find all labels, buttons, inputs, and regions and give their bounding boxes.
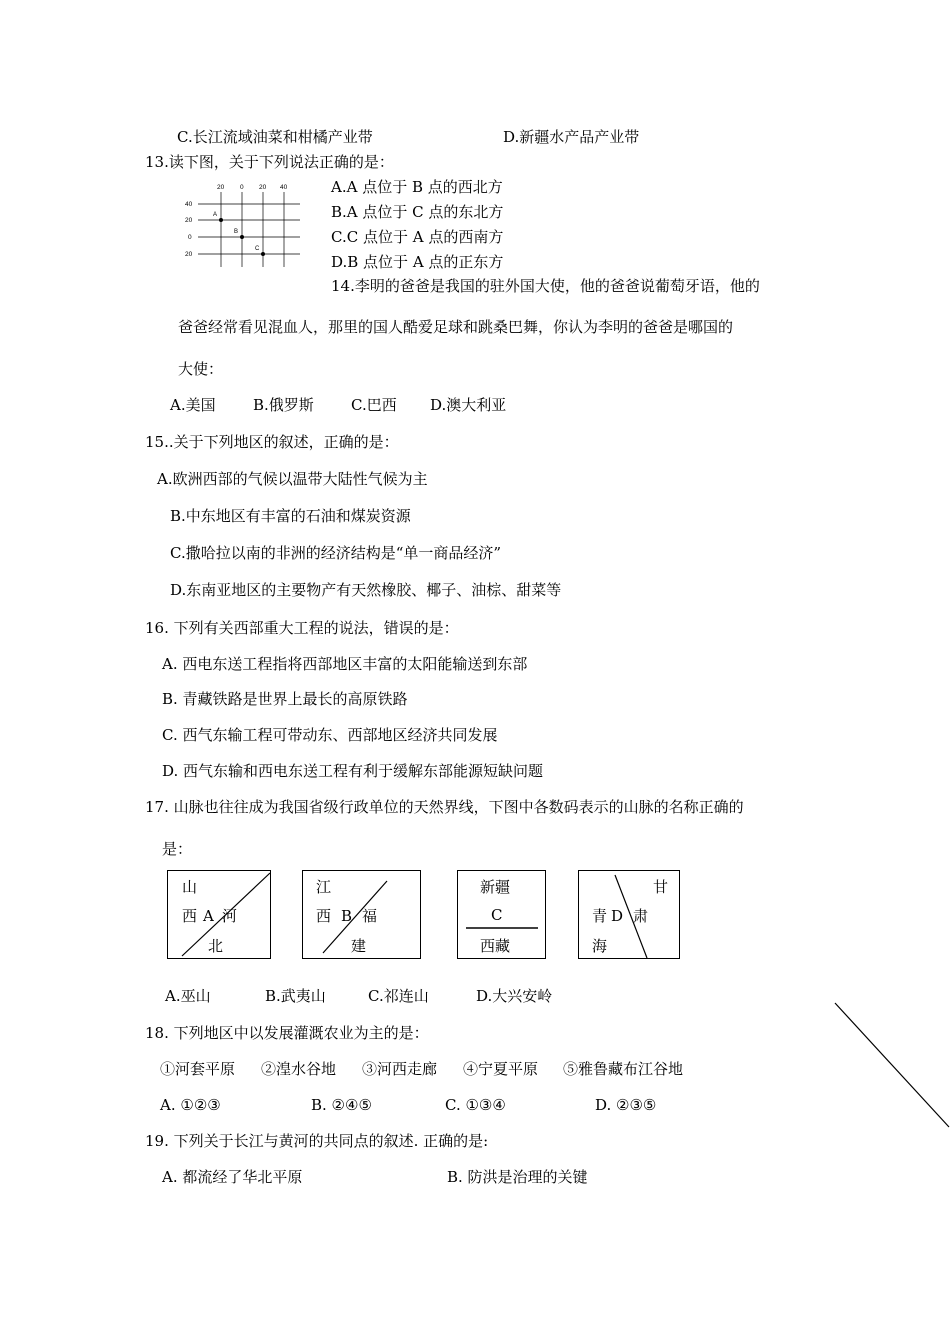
province-label: 河 — [222, 907, 238, 925]
q15-option-a: A.欧洲西部的气候以温带大陆性气候为主 — [157, 470, 428, 488]
q15-option-b: B.中东地区有丰富的石油和煤炭资源 — [170, 507, 411, 525]
province-label: 建 — [351, 937, 367, 955]
q13-option-c: C.C 点位于 A 点的西南方 — [331, 228, 504, 246]
grid-left-label: 40 — [185, 201, 193, 208]
point-a-dot — [219, 218, 223, 222]
province-label: 江 — [316, 878, 332, 896]
point-c-label: C — [255, 246, 260, 252]
q14-option-c: C.巴西 — [351, 396, 397, 414]
q17-box-b — [302, 870, 421, 959]
q18-item: ④宁夏平原 — [463, 1060, 539, 1078]
q16-stem: 16. 下列有关西部重大工程的说法，错误的是： — [145, 619, 459, 637]
grid-left-label: 0 — [188, 234, 192, 241]
q12-option-d: D.新疆水产品产业带 — [503, 128, 640, 146]
q16-option-c: C. 西气东输工程可带动东、西部地区经济共同发展 — [162, 726, 498, 744]
q19-stem: 19. 下列关于长江与黄河的共同点的叙述. 正确的是: — [145, 1132, 489, 1150]
grid-left-label: 20 — [185, 251, 193, 258]
q14-option-d: D.澳大利亚 — [430, 396, 507, 414]
q17-option-c: C.祁连山 — [368, 987, 429, 1005]
q17-box-c — [457, 870, 546, 959]
q18-item: ⑤雅鲁藏布江谷地 — [563, 1060, 684, 1078]
q14-option-b: B.俄罗斯 — [253, 396, 314, 414]
mountain-code: D — [611, 907, 624, 925]
q18-option-c: C. ①③④ — [445, 1096, 506, 1114]
q19-option-a: A. 都流经了华北平原 — [162, 1168, 303, 1186]
province-label: 西藏 — [480, 937, 511, 955]
q17-stem-line1: 17. 山脉也往往成为我国省级行政单位的天然界线，下图中各数码表示的山脉的名称正确的 — [145, 798, 744, 816]
grid-top-label: 20 — [217, 184, 225, 191]
q18-item: ③河西走廊 — [362, 1060, 438, 1078]
q13-grid-figure — [180, 180, 300, 270]
province-label: 北 — [208, 937, 224, 955]
province-label: 肃 — [633, 907, 649, 925]
q18-stem: 18. 下列地区中以发展灌溉农业为主的是： — [145, 1024, 429, 1042]
q17-box-d — [578, 870, 680, 959]
q15-option-c: C.撒哈拉以南的非洲的经济结构是“单一商品经济” — [170, 544, 502, 562]
q14-stem-line3: 大使： — [178, 360, 224, 378]
q13-option-a: A.A 点位于 B 点的西北方 — [331, 178, 503, 196]
q15-stem: 15..关于下列地区的叙述，正确的是： — [145, 433, 399, 451]
q16-option-a: A. 西电东送工程指将西部地区丰富的太阳能输送到东部 — [162, 655, 528, 673]
q17-option-a: A.巫山 — [165, 987, 211, 1005]
province-label: 青 — [592, 907, 608, 925]
point-b-label: B — [234, 229, 239, 235]
q17-box-a — [167, 870, 271, 959]
q17-option-b: B.武夷山 — [265, 987, 326, 1005]
province-label: 山 — [182, 878, 198, 896]
q13-stem: 13.读下图，关于下列说法正确的是： — [145, 153, 394, 171]
mountain-code: B — [341, 907, 353, 925]
province-label: 西 — [316, 907, 332, 925]
mountain-code: C — [491, 906, 503, 924]
q18-option-d: D. ②③⑤ — [595, 1096, 657, 1114]
q18-option-b: B. ②④⑤ — [311, 1096, 372, 1114]
q12-option-c: C.长江流域油菜和柑橘产业带 — [177, 128, 373, 146]
q13-option-b: B.A 点位于 C 点的东北方 — [331, 203, 504, 221]
point-a-label: A — [213, 212, 218, 218]
point-c-dot — [261, 252, 265, 256]
province-label: 甘 — [653, 878, 669, 896]
q18-item: ②湟水谷地 — [261, 1060, 337, 1078]
q18-option-a: A. ①②③ — [160, 1096, 221, 1114]
q18-item: ①河套平原 — [160, 1060, 236, 1078]
grid-top-label: 40 — [280, 184, 288, 191]
province-label: 西 — [182, 907, 198, 925]
q17-option-d: D.大兴安岭 — [476, 987, 553, 1005]
q19-option-b: B. 防洪是治理的关键 — [447, 1168, 588, 1186]
province-label: 海 — [592, 937, 608, 955]
q14-stem-line1: 14.李明的爸爸是我国的驻外国大使，他的爸爸说葡萄牙语，他的 — [331, 277, 760, 295]
mountain-code: A — [203, 907, 214, 925]
q16-option-d: D. 西气东输和西电东送工程有利于缓解东部能源短缺问题 — [162, 762, 544, 780]
province-label: 福 — [362, 907, 378, 925]
q14-stem-line2: 爸爸经常看见混血人，那里的国人酷爱足球和跳桑巴舞，你认为李明的爸爸是哪国的 — [178, 318, 734, 336]
point-b-dot — [240, 235, 244, 239]
q15-option-d: D.东南亚地区的主要物产有天然橡胶、椰子、油棕、甜菜等 — [170, 581, 562, 599]
q16-option-b: B. 青藏铁路是世界上最长的高原铁路 — [162, 690, 408, 708]
grid-top-label: 0 — [240, 184, 244, 191]
grid-left-label: 20 — [185, 217, 193, 224]
q17-stem-line2: 是： — [162, 840, 193, 858]
grid-top-label: 20 — [259, 184, 267, 191]
q13-option-d: D.B 点位于 A 点的正东方 — [331, 253, 504, 271]
province-label: 新疆 — [480, 878, 511, 896]
q14-option-a: A.美国 — [170, 396, 216, 414]
margin-diagonal-line — [830, 1000, 950, 1130]
